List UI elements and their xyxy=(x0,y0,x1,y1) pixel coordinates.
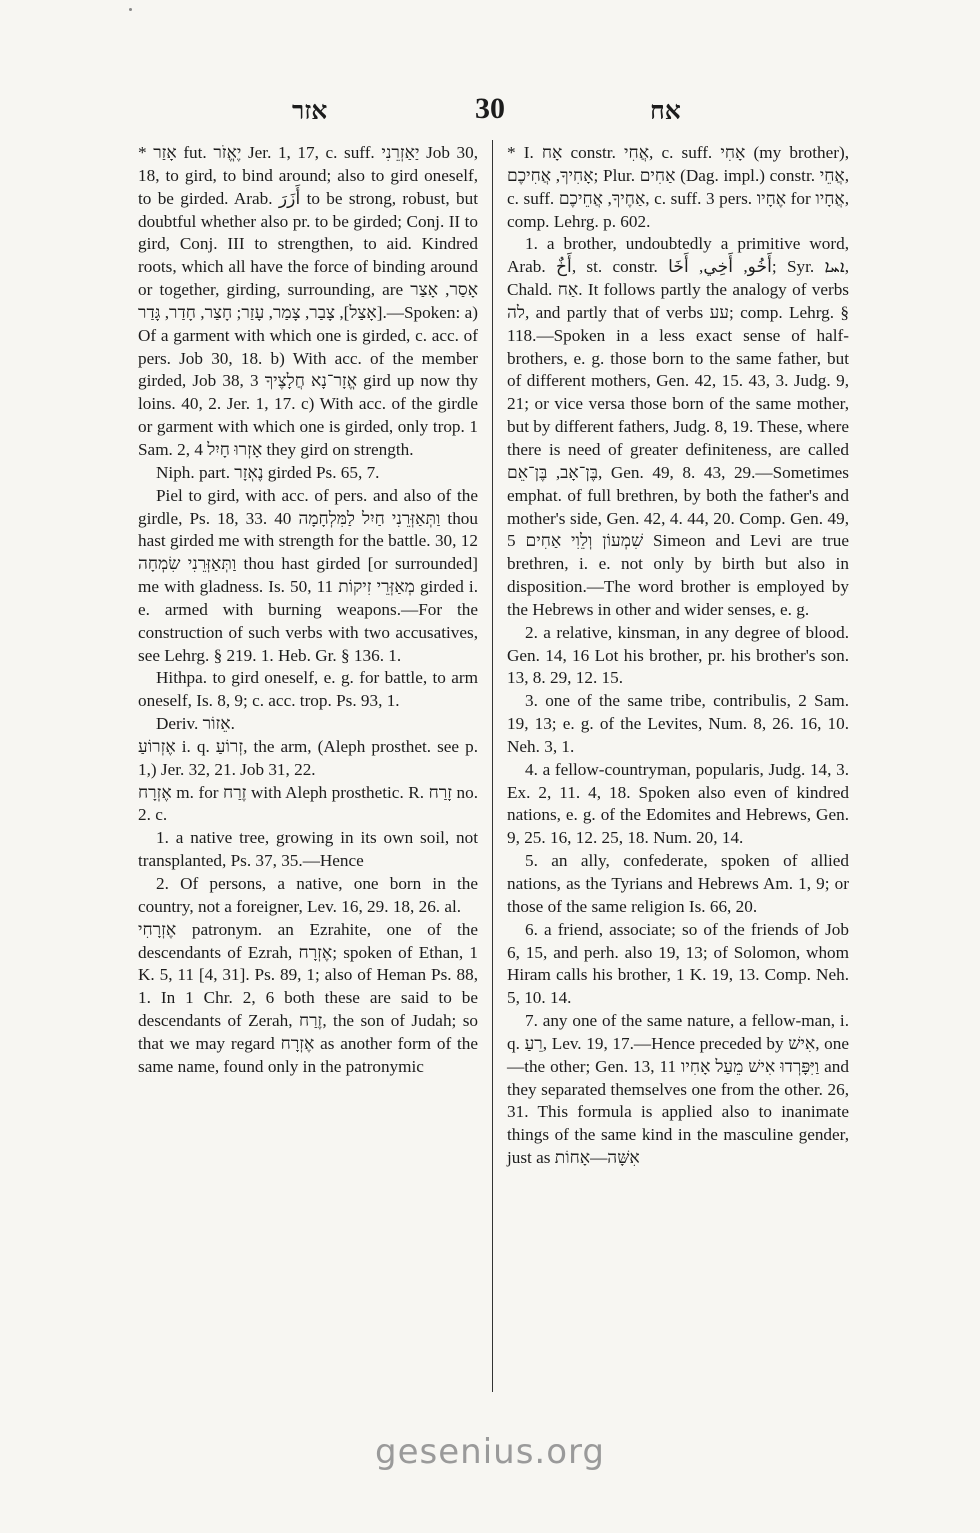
entry-ach-sense-5: 5. an ally, confederate, spoken of allied nations, as the Tyrians and Hebrews Am. 1, 9; or those of the same religion Is. 66, 20. xyxy=(507,851,849,916)
entry-ach-sense-3: 3. one of the same tribe, contribulis, 2 Sam. 19, 13; e. g. of the Levites, Num. 8, 26. 16, 10. Neh. 3, 1. xyxy=(507,691,849,756)
speck xyxy=(129,8,132,11)
entry-ach: * I. אָח constr. אֲחִי, c. suff. אָחִי (my brother), אָחִיךָ, אֲחִיכֶם; Plur. אַחִים (Dag. impl.) constr. אֲחֵי, c. suff. אַחֶיךָ, אֲחֵיכֶם, c. suff. 3 pers. אֶחָיו for אֲחָיו, comp. Lehrg. p. 602. xyxy=(507,143,850,231)
site-watermark: gesenius.org xyxy=(375,1432,605,1472)
right-column xyxy=(507,142,849,1170)
entry-ezrach-sense-1: 1. a native tree, growing in its own soil, not transplanted, Ps. 37, 35.—Hence xyxy=(138,828,478,871)
header-left-word: אזר xyxy=(292,98,328,125)
entry-ach-sense-6: 6. a friend, associate; so of the friends of Job 6, 15, and perh. also 19, 13; of Solomon, whom Hiram calls his brother, 1 K. 19, 13. Comp. Neh. 5, 10. 14. xyxy=(507,919,849,1008)
entry-piel: Piel to gird, with acc. of pers. and also of the girdle, Ps. 18, 33. 40 וַתְּאַזְּרֵנִי חַיִל לַמִּלְחָמָה thou hast girded me with strength for the battle. 30, 12 וַתְּאַזְּרֵנִי שִׂמְחָה thou hast girded [or surrounded] me with gladness. Is. 50, 11 מְאַזְּרֵי זִיקוֹת girded i. e. armed with burning weapons.—For the construction of such verbs with two accusatives, see Lehrg. § 219. 1. Heb. Gr. § 136. 1. xyxy=(138,485,478,665)
entry-hithpa: Hithpa. to gird oneself, e. g. for battle, to arm oneself, Is. 8, 9; c. acc. trop. Ps. 93, 1. xyxy=(138,668,478,711)
entry-azar: * אָזַר fut. יֶאֱזֹר Jer. 1, 17, c. suff. יַאַזְרֵנִי Job 30, 18, to gird, to bind around; also to gird oneself, to be girded. Arab. أَزَرَ to be strong, robust, but doubtful whether also pr. to be girded; Conj. II to gird, Conj. III to strengthen, to aid. Kindred roots, which all have the force of binding around or together, girding, surrounding, are אָסַר, אָצַר [אָצַל], צָבַר, צָמַר, עָזַר; חָצַר, חָדַר, גָּדַר.—Spoken: a) Of a garment with which one is girded, c. acc. of pers. Job 30, 18. b) With acc. of the member girded, Job 38, 3 אֱזָר־נָא חֲלָצֶיךָ gird up now thy loins. 40, 2. Jer. 1, 17. c) With acc. of the girdle or garment with which one is girded, only trop. 1 Sam. 2, 4 אָזְרוּ חָיִל they gird on strength. xyxy=(138,143,479,459)
entry-ezrach-sense-2: 2. Of persons, a native, one born in the country, not a foreigner, Lev. 16, 29. 18, 26. al. xyxy=(138,874,478,916)
entry-ezrach: אֶזְרָח m. for זֶרַח with Aleph prosthetic. R. זָרַח no. 2. c. xyxy=(138,782,479,825)
entry-ach-sense-4: 4. a fellow-countryman, popularis, Judg. 14, 3. Ex. 2, 11. 4, 18. Spoken also even of kindred nations, e. g. of the Edomites and Hebrews, Gen. 9, 25. 16, 12. 25, 18. Num. 20, 14. xyxy=(507,759,849,848)
entry-niph: Niph. part. נֶאְזָר girded Ps. 65, 7. xyxy=(156,462,380,482)
left-column xyxy=(138,142,478,1079)
entry-ezroa: אֶזְרוֹעַ i. q. זְרוֹעַ, the arm, (Aleph prosthet. see p. 1,) Jer. 32, 21. Job 31, 22. xyxy=(138,736,478,779)
page-number: 30 xyxy=(475,92,505,125)
entry-ach-sense-1: 1. a brother, undoubtedly a primitive word, Arab. أَخٌ, st. constr. أَخُو, أَخِي, أَخَا; Syr. ܐܚܐ, Chald. אַח. It follows partly the analogy of verbs לה, and partly that of verbs עע; comp. Lehrg. § 118.—Spoken in a less exact sense of half-brothers, e. g. those born to the same father, but of different mothers, Gen. 42, 15. 43, 3. Judg. 9, 21; or vice versa those born of the same mother, but by different fathers, Judg. 8, 19. These, where there is need of greater definiteness, are called בֶּן־אָב, בֶּן־אֵם, Gen. 49, 8. 43, 29.—Sometimes emphat. of full brethren, by both the father's and mother's side, Gen. 42, 4. 44, 20. Comp. Gen. 49, 5 שִׁמְעוֹן וְלֵוִי אַחִים Simeon and Levi are true brethren, i. e. not only by birth but also in disposition.—The word brother is employed by the Hebrews in other and wider senses, e. g. xyxy=(507,234,849,619)
column-divider xyxy=(492,140,493,1392)
entry-ach-sense-7: 7. any one of the same nature, a fellow-man, i. q. רֵעַ, Lev. 19, 17.—Hence preceded by אִישׁ, one—the other; Gen. 13, 11 וַיִּפָּרְדוּ אִישׁ מֵעַל אָחִיו and they separated themselves one from the other. 26, 31. This formula is applied also to inanimate things of the same kind in the masculine gender, just as אִשָּׁה—אָחוֹת xyxy=(507,1011,850,1168)
entry-ezrachi: אֶזְרָחִי patronym. an Ezrahite, one of the descendants of Ezrah, אֶזְרָח; spoken of Ethan, 1 K. 5, 11 [4, 31]. Ps. 89, 1; also of Heman Ps. 88, 1. In 1 Chr. 2, 6 both these are said to be descendants of Zerah, זֶרַח, the son of Judah; so that we may regard אֶזְרָח as another form of the same name, found only in the patronymic xyxy=(138,919,478,1076)
page-header xyxy=(130,92,860,132)
entry-deriv: Deriv. אֵזוֹר. xyxy=(156,714,235,734)
entry-ach-sense-2: 2. a relative, kinsman, in any degree of blood. Gen. 14, 16 Lot his brother, pr. his brother's son. 13, 8. 29, 12. 15. xyxy=(507,622,849,688)
header-right-word: אח xyxy=(650,98,681,125)
